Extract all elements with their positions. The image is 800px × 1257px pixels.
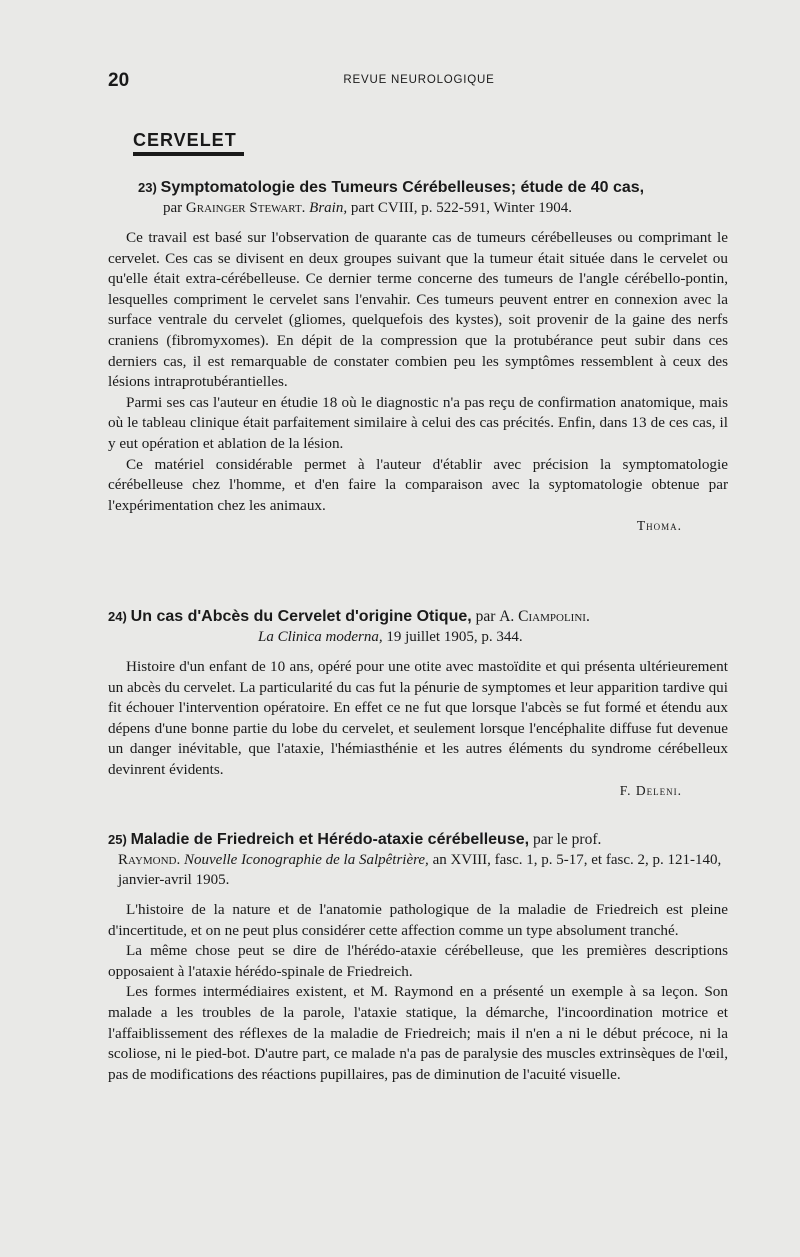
running-head <box>108 70 730 94</box>
article-24 <box>108 607 728 799</box>
journal-ref: Nouvelle Iconographie de la Salpêtrière, <box>184 852 429 868</box>
article-number: 23) <box>138 180 157 195</box>
article-heading: 24) Un cas d'Abcès du Cervelet d'origine Otique, par A. Ciampolini. <box>108 608 590 625</box>
paragraph: L'histoire de la nature et de l'anatomie pathologique de la maladie de Friedreich est pleine d'incertitude, et on ne peut plus considérer cette affection comme un type absolument tranché. <box>108 901 728 939</box>
article-heading: 25) Maladie de Friedreich et Hérédo-ataxie cérébelleuse, par le prof. <box>108 831 602 848</box>
paragraph: Les formes intermédiaires existent, et M. Raymond en a présenté un exemple à sa leçon. Son malade a les troubles de la parole, l'ataxie statique, la démarche, l'incoordination motrice et l'affaiblissement des réflexes de la maladie de Friedreich; mais il n'en a ni le début précoce, ni la scoliose, ni le pied-bot. D'autre part, ce malade n'a pas de paralysie des muscles extrinsèques de l'œil, pas de modifications des réactions pupillaires, pas de diminution de l'acuité visuelle. <box>108 983 728 1083</box>
article-citation: par Grainger Stewart. Brain, part CVIII, p. 522-591, Winter 1904. <box>163 200 573 216</box>
journal-ref: La Clinica moderna, <box>258 629 383 645</box>
article-citation: La Clinica moderna, 19 juillet 1905, p. 344. <box>258 629 523 645</box>
author: A. Ciampolini. <box>499 608 590 625</box>
paragraph: Histoire d'un enfant de 10 ans, opéré pour une otite avec mastoïdite et qui présenta ultérieurement un abcès du cervelet. La particularité du cas fut la pénurie de symptomes et leur apparition tardive qui fit échouer l'intervention opératoire. En effet ce ne fut que lorsque l'abcès se fut formé et étendu aux dépens d'une bonne partie du lobe du cervelet, et seulement lorsque l'encéphalite diffuse fut devenue un danger inévitable, que l'ataxie, l'hémiasthénie et les autres éléments du syndrome cérébelleux devinrent évidents. <box>108 658 728 778</box>
article-heading <box>108 178 728 198</box>
journal-ref: Brain, <box>309 200 348 216</box>
section-rule <box>133 152 244 156</box>
section-title: CERVELET <box>133 130 237 150</box>
page-number: 20 <box>108 70 130 91</box>
author: Raymond. <box>118 852 181 868</box>
author: Grainger Stewart. <box>185 200 306 216</box>
article-number: 25) <box>108 832 127 847</box>
paragraph: La même chose peut se dire de l'hérédo-ataxie cérébelleuse, que les premières descriptions opposaient à l'ataxie hérédo-spinale de Friedreich. <box>108 942 728 980</box>
article-23 <box>108 178 728 534</box>
journal-name: REVUE NEUROLOGIQUE <box>343 74 495 86</box>
article-25 <box>108 830 728 1085</box>
paragraph: Ce travail est basé sur l'observation de quarante cas de tumeurs cérébelleuses ou comprimant le cervelet. Ces cas se divisent en deux groupes suivant que la tumeur était située dans le cervelet ou qu'elle était extra-cérébelleuse. Ce dernier terme concerne des tumeurs de l'angle cérébello-pontin, lesquelles compriment le cervelet sans l'envahir. Ces tumeurs peuvent entrer en connexion avec la surface ventrale du cervelet (gliomes, quelquefois des kystes), soit provenir de la gaine des nerfs craniens (fibromyxomes). En dépit de la compression que la protubérance peut subir dans ces derniers cas, il est remarquable de constater combien peu les symptômes ressemblent à ceux des lésions intraprotubérantielles. <box>108 229 728 391</box>
paragraph: Parmi ses cas l'auteur en étudie 18 où le diagnostic n'a pas reçu de confirmation anatomique, mais où le tableau clinique était parfaitement similaire à celui des cas précités. Enfin, dans 13 de ces cas, il y eut opération et ablation de la lésion. <box>108 393 728 452</box>
paragraph: Ce matériel considérable permet à l'auteur d'établir avec précision la symptomatologie cérébelleuse chez l'homme, et d'en faire la comparaison avec la syptomatologie obtenue par l'expérimentation chez les animaux. <box>108 455 728 514</box>
article-citation: Raymond. Nouvelle Iconographie de la Salpêtrière, an XVIII, fasc. 1, p. 5-17, et fasc. 2, p. 121-140, janvier-avril 1905. <box>118 852 722 888</box>
article-title: Un cas d'Abcès du Cervelet d'origine Otique, <box>130 608 472 625</box>
article-title: Symptomatologie des Tumeurs Cérébelleuses; étude de 40 cas, <box>160 179 645 196</box>
signature: Thoma. <box>636 518 682 534</box>
signature: F. Deleni. <box>619 782 682 798</box>
article-number: 24) <box>108 609 127 624</box>
article-title: Maladie de Friedreich et Hérédo-ataxie cérébelleuse, <box>130 831 530 848</box>
